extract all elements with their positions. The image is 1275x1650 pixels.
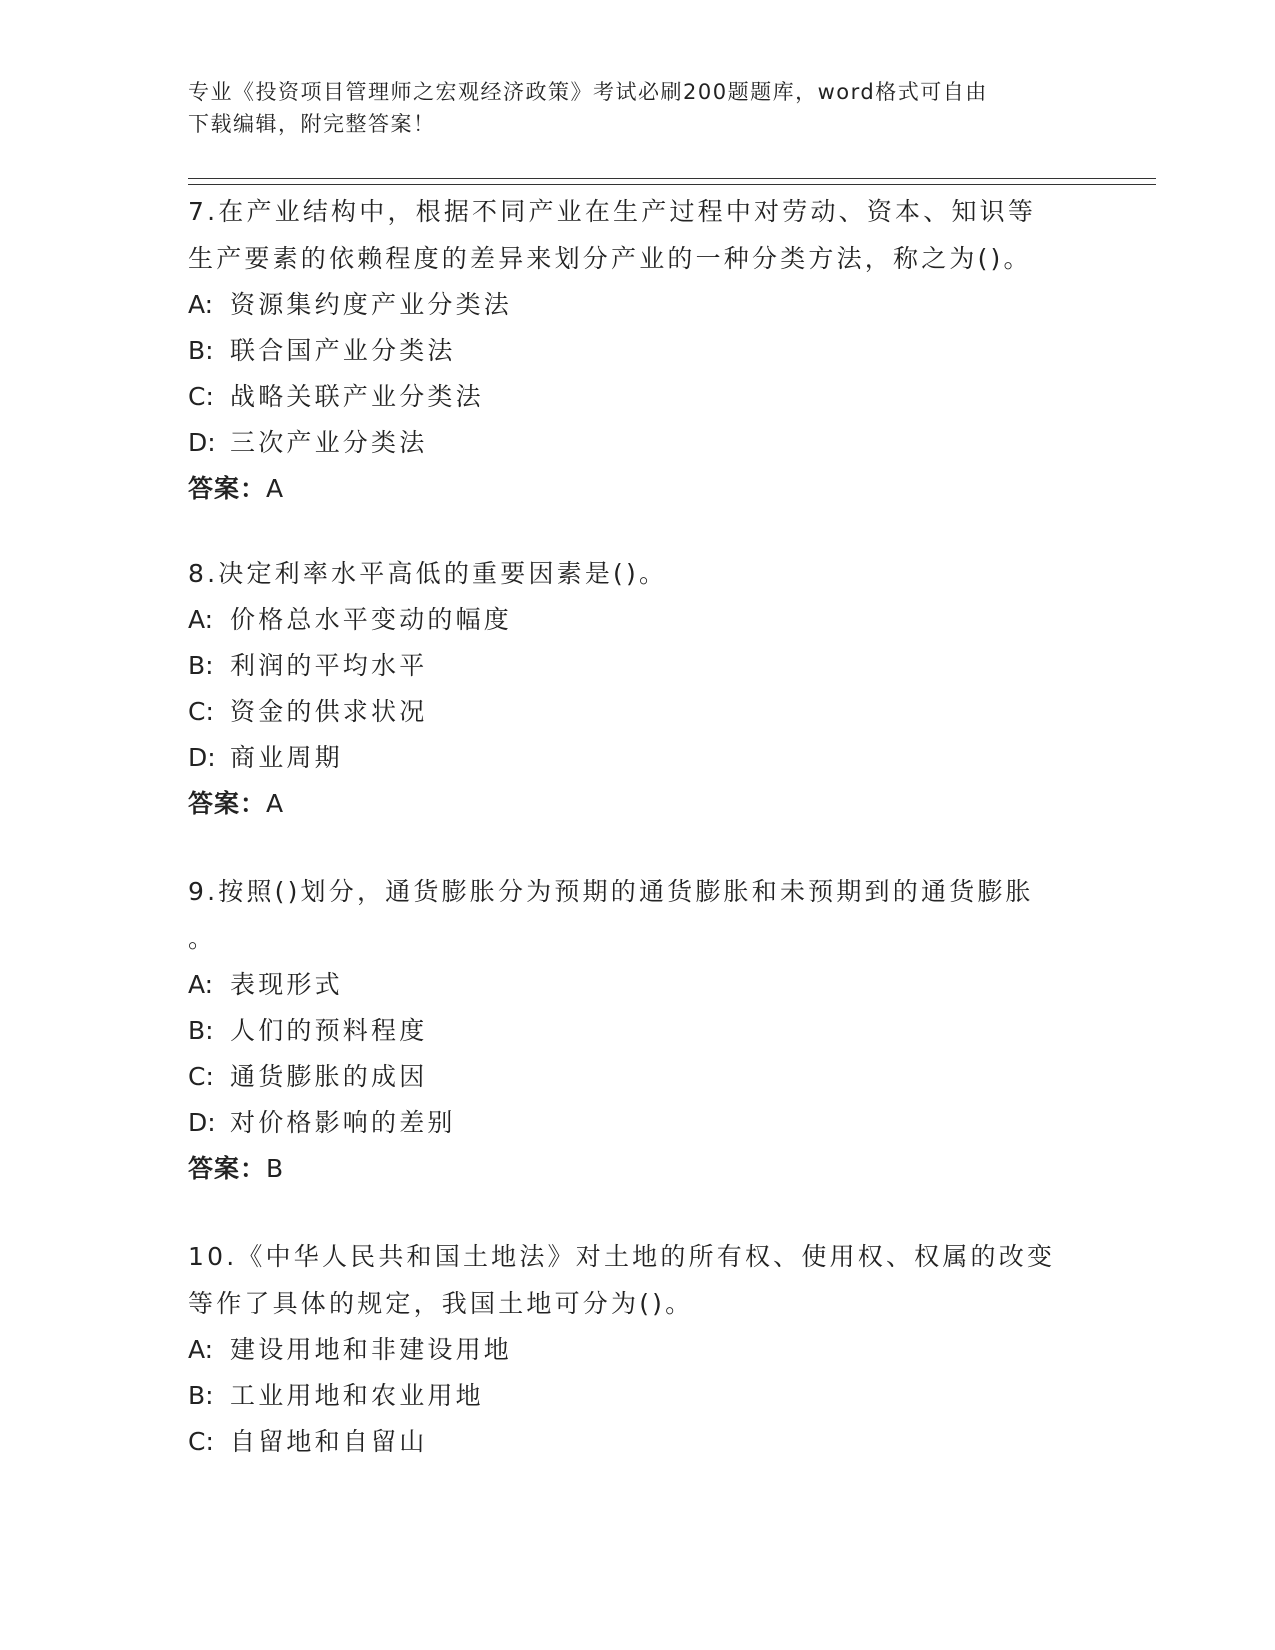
option-text: 价格总水平变动的幅度: [230, 605, 513, 634]
option-b: [188, 1373, 1088, 1419]
header-divider-bottom: [188, 184, 1156, 185]
option-key: B:: [188, 651, 214, 680]
option-text: 商业周期: [230, 743, 343, 772]
option-c: [188, 374, 1088, 420]
question-9: [188, 868, 1088, 1192]
answer-line: [188, 466, 1088, 512]
option-a: [188, 282, 1088, 328]
question-stem-line-1: 8.决定利率水平高低的重要因素是()。: [188, 559, 668, 588]
option-key: D:: [188, 1108, 216, 1137]
option-text: 人们的预料程度: [230, 1016, 428, 1045]
option-text: 工业用地和农业用地: [230, 1381, 484, 1410]
option-c: [188, 689, 1088, 735]
option-a: [188, 1327, 1088, 1373]
answer-value: A: [266, 474, 285, 503]
option-text: 自留地和自留山: [230, 1427, 428, 1456]
option-text: 对价格影响的差别: [230, 1108, 456, 1137]
option-d: [188, 735, 1088, 781]
option-text: 通货膨胀的成因: [230, 1062, 428, 1091]
answer-value: B: [266, 1154, 285, 1183]
option-key: A:: [188, 290, 214, 319]
option-key: D:: [188, 428, 216, 457]
answer-line: [188, 781, 1088, 827]
document-header: [188, 76, 1088, 140]
question-stem-line-1: 7.在产业结构中，根据不同产业在生产过程中对劳动、资本、知识等: [188, 197, 1037, 226]
question-10: [188, 1233, 1088, 1465]
option-text: 联合国产业分类法: [230, 336, 456, 365]
option-key: B:: [188, 1381, 214, 1410]
answer-label: 答案：: [188, 789, 267, 818]
question-stem-line-1: 9.按照()划分，通货膨胀分为预期的通货膨胀和未预期到的通货膨胀: [188, 877, 1034, 906]
option-d: [188, 1100, 1088, 1146]
option-text: 建设用地和非建设用地: [230, 1335, 513, 1364]
option-key: B:: [188, 336, 214, 365]
question-7: [188, 188, 1088, 512]
question-stem-line-1: 10.《中华人民共和国土地法》对土地的所有权、使用权、权属的改变: [188, 1242, 1056, 1271]
option-text: 资源集约度产业分类法: [230, 290, 513, 319]
answer-label: 答案：: [188, 474, 267, 503]
option-text: 资金的供求状况: [230, 697, 428, 726]
option-text: 战略关联产业分类法: [230, 382, 484, 411]
question-stem-line-2: 。: [188, 924, 217, 953]
option-text: 三次产业分类法: [230, 428, 428, 457]
header-line-2: 下载编辑，附完整答案！: [188, 112, 436, 136]
option-key: C:: [188, 697, 214, 726]
header-line-1: 专业《投资项目管理师之宏观经济政策》考试必刷200题题库，word格式可自由: [188, 80, 988, 104]
question-8: [188, 550, 1088, 827]
option-b: [188, 328, 1088, 374]
option-key: A:: [188, 605, 214, 634]
option-key: A:: [188, 970, 214, 999]
option-key: C:: [188, 1062, 214, 1091]
option-d: [188, 420, 1088, 466]
option-c: [188, 1054, 1088, 1100]
option-text: 表现形式: [230, 970, 343, 999]
option-key: D:: [188, 743, 216, 772]
option-a: [188, 962, 1088, 1008]
option-b: [188, 643, 1088, 689]
option-c: [188, 1419, 1088, 1465]
option-key: C:: [188, 382, 214, 411]
option-text: 利润的平均水平: [230, 651, 428, 680]
option-b: [188, 1008, 1088, 1054]
answer-label: 答案：: [188, 1154, 267, 1183]
answer-line: [188, 1146, 1088, 1192]
option-key: A:: [188, 1335, 214, 1364]
option-key: B:: [188, 1016, 214, 1045]
option-a: [188, 597, 1088, 643]
question-stem-line-2: 生产要素的依赖程度的差异来划分产业的一种分类方法，称之为()。: [188, 244, 1032, 273]
answer-value: A: [266, 789, 285, 818]
header-divider-top: [188, 178, 1156, 179]
option-key: C:: [188, 1427, 214, 1456]
question-stem-line-2: 等作了具体的规定，我国土地可分为()。: [188, 1289, 694, 1318]
